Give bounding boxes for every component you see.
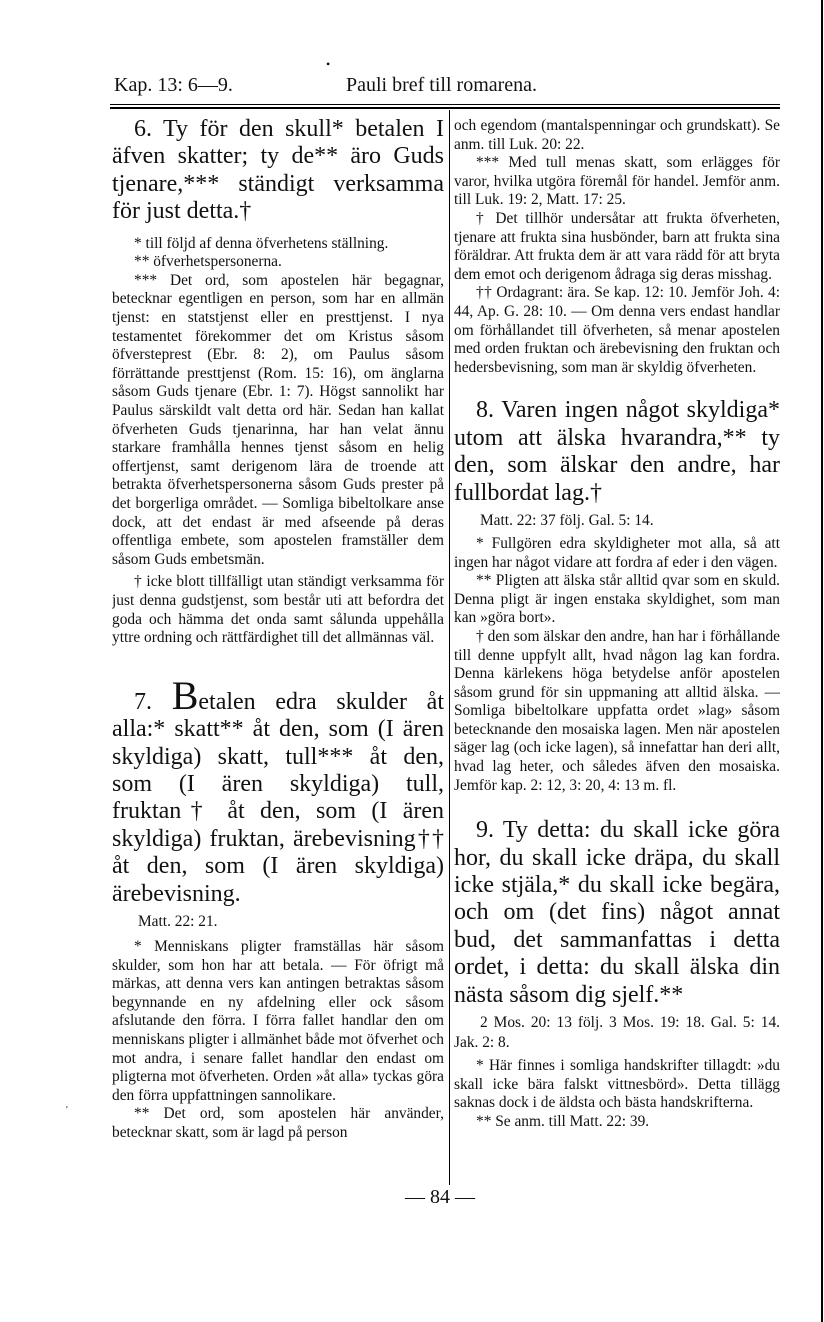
- left-column: [112, 114, 444, 1182]
- verse-8: 8. Varen ingen något skyldiga* utom att älska hvarandra,** ty den, som älskar den andre, har fullbordat lag.†: [454, 397, 780, 506]
- print-mark: •: [326, 57, 331, 71]
- margin-mark: ': [66, 1105, 68, 1116]
- footnote: ** Pligten att älska står alltid qvar som en skuld. Denna pligt är ingen enstaka skyldighet, som man kan »göra bort».: [454, 572, 780, 627]
- cross-reference: Matt. 22: 37 följ. Gal. 5: 14.: [480, 511, 654, 529]
- header-rule: [110, 104, 780, 105]
- running-header: [114, 74, 776, 100]
- column-divider: [449, 110, 450, 1185]
- verse-9: 9. Ty detta: du skall icke göra hor, du skall icke dräpa, du skall icke stjäla,* du skall icke begära, och om (det fins) något annat bud, det sammanfattas i detta ordet, i detta: du skall älska din nästa såsom dig sjelf.**: [454, 817, 780, 1008]
- footnote: *** Det ord, som apostelen här begagnar, betecknar egentligen en person, som har en allmän tjenst: en statstjenst eller en presttjenst. I nya testamentet förekommer det om Kristus såsom öfversteprest (Ebr. 8: 2), om Paulus såsom förrättande presttjenst (Rom. 15: 16), om änglarna såsom Guds tjenare (Ebr. 1: 7). Högst sannolikt har Paulus särskildt valt detta ord här. Sedan han kallat öfverheten Guds tjenarinna, har han velat ännu starkare framhålla hennes tjenst såsom en helig offertjenst, samt derigenom lära de troende att betrakta öfverhetspersonerna såsom Guds prester på det borgerliga området. — Somliga bibeltolkare anse dock, att det endast är med afseende på deras offentliga embete, som apostelen framställer dem såsom Guds embetsmän.: [112, 271, 444, 568]
- footnote: * Här finnes i somliga handskrifter tillagdt: »du skall icke bära falskt vittnesbörd». Detta tillägg saknas dock i de äldsta och bästa handskrifterna.: [454, 1057, 780, 1112]
- footnote: ** öfverhetspersonerna.: [134, 253, 282, 271]
- footnote: † icke blott tillfälligt utan ständigt verksamma för just denna gudstjenst, som består uti att befordra det goda och hämma det onda samt sålunda uppehålla yttre ordning och rättfärdighet till det allmännas väl.: [112, 573, 444, 647]
- page-number: — 84 —: [405, 1186, 475, 1208]
- chapter-reference: Kap. 13: 6—9.: [114, 74, 233, 96]
- verse-number: 7.: [134, 688, 172, 715]
- book-title: Pauli bref till romarena.: [346, 74, 538, 96]
- header-rule-thick: [110, 107, 780, 109]
- footnote: ** Se anm. till Matt. 22: 39.: [476, 1112, 650, 1130]
- verse-6: 6. Ty för den skull* betalen I äfven skatter; ty de** äro Guds tjenare,*** ständigt verksamma för just detta.†: [112, 116, 444, 225]
- footnote: †† Ordagrant: ära. Se kap. 12: 10. Jemför Joh. 4: 44, Ap. G. 28: 10. — Om denna vers endast handlar om förhållandet till öfverheten, så menar apostelen med orden fruktan och ärebevisning den fruktan och hedersbevisning, som man är skyldig öfverheten.: [454, 284, 780, 376]
- footnote: * Fullgören edra skyldigheter mot alla, så att ingen har något vidare att fordra af eder i den vägen.: [454, 534, 780, 571]
- page-edge: [821, 0, 823, 1322]
- footnote: * till följd af denna öfverhetens ställning.: [134, 234, 389, 252]
- cross-reference: Matt. 22: 21.: [138, 912, 218, 930]
- verse-text: etalen edra skulder åt alla:* skatt** åt den, som (I ären skyldiga) skatt, tull*** åt den, som (I ären skyldiga) tull, fruktan† åt den, som (I ären skyldiga) fruktan, ärebevisning†† åt den, som (I ären skyldiga) ärebevisning.: [112, 688, 444, 907]
- footnote: *** Med tull menas skatt, som erlägges för varor, hvilka utgöra föremål för handel. Jemför anm. till Luk. 19: 2, Matt. 17: 25.: [454, 154, 780, 209]
- footnote: ** Det ord, som apostelen här använder, betecknar skatt, som är lagd på person: [112, 1105, 444, 1141]
- footnote: † den som älskar den andre, han har i förhållande till denne uppfylt allt, hvad någon lag kan fordra. Denna kärlekens höga betydelse anför apostelen såsom grund för sin uppmaning att alltid älska. — Somliga bibeltolkare uppfatta ordet »lag» såsom betecknande den mosaiska lagen. Men när apostelen säger lag (och icke lagen), så innefattar han deri allt, hvad lag heter, och således äfven den mosaiska. Jemför kap. 2: 12, 3: 20, 4: 13 m. fl.: [454, 627, 780, 794]
- footnote: † Det tillhör undersåtar att frukta öfverheten, tjenare att frukta sina husbönder, barn att frukta sina föräldrar. Att frukta dem är att vara rädd för att bryta dem emot och derigenom ådraga sig deras misshag.: [454, 209, 780, 283]
- initial-letter: B: [171, 672, 199, 718]
- verse-7: [112, 672, 444, 908]
- right-column: [454, 114, 780, 1184]
- footnote: och egendom (mantalspenningar och grundskatt). Se anm. till Luk. 20: 22.: [454, 117, 780, 153]
- cross-reference: 2 Mos. 20: 13 följ. 3 Mos. 19: 18. Gal. 5: 14. Jak. 2: 8.: [454, 1014, 780, 1052]
- footnote: * Menniskans pligter framställas här såsom skulder, som hon har att betala. — För öfrigt må märkas, att denna vers kan antingen betraktas såsom begynnande en ny afdelning eller ock såsom afslutande den förra. I förra fallet handlar den om menniskans pligter i allmänhet både mot öfverhet och mot andra, i senare fallet handlar den endast om pligterna mot öfverheten. Orden »åt alla» tyckas göra den förra uppfattningen sannolikare.: [112, 937, 444, 1104]
